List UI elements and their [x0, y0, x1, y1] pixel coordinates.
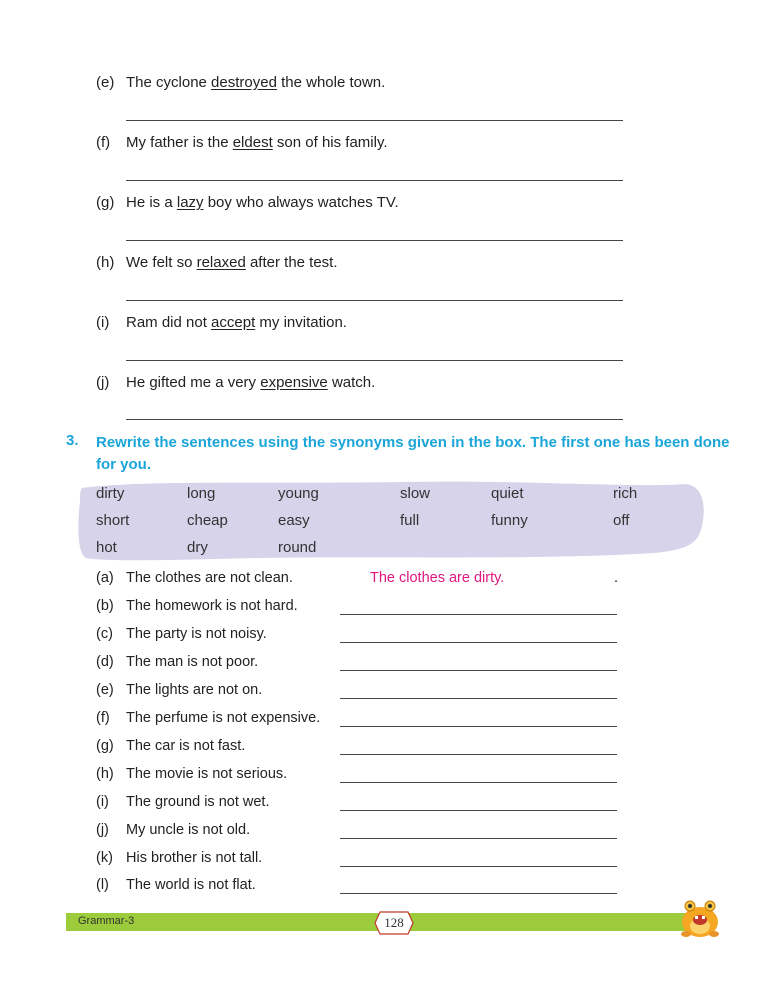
- sentence-label: (j): [96, 822, 109, 838]
- answer-line[interactable]: [126, 360, 623, 361]
- sentence-label: (b): [96, 598, 114, 614]
- answer-line[interactable]: [340, 893, 617, 894]
- underlined-word: eldest: [232, 134, 273, 151]
- sentence-text: The car is not fast.: [126, 738, 246, 754]
- sentence-label: (g): [96, 738, 114, 754]
- word-box-item: dirty: [96, 485, 125, 502]
- answer-line[interactable]: [340, 726, 617, 727]
- answer-line[interactable]: [340, 670, 617, 671]
- exercise-number: 3.: [66, 432, 79, 449]
- example-answer: The clothes are dirty.: [370, 570, 505, 586]
- underlined-word: accept: [211, 314, 256, 331]
- answer-line[interactable]: [340, 754, 617, 755]
- word-box-item: rich: [613, 485, 638, 502]
- answer-line[interactable]: [126, 240, 623, 241]
- sentence-label: (c): [96, 626, 113, 642]
- word-box-item: young: [278, 485, 319, 502]
- sentence-text: My uncle is not old.: [126, 822, 251, 838]
- answer-line[interactable]: [340, 782, 617, 783]
- word-box-item: off: [613, 512, 630, 529]
- word-box-item: funny: [491, 512, 528, 529]
- sentence-text: The world is not flat.: [126, 877, 256, 893]
- word-box-item: short: [96, 512, 130, 529]
- underlined-word: relaxed: [196, 254, 246, 271]
- answer-line[interactable]: [126, 180, 623, 181]
- answer-line[interactable]: [340, 866, 617, 867]
- item-label: (i): [96, 314, 110, 331]
- item-label: (j): [96, 374, 110, 391]
- item-sentence: My father is the eldest son of his family.: [126, 134, 388, 151]
- item-sentence: The cyclone destroyed the whole town.: [126, 74, 386, 91]
- sentence-text: The ground is not wet.: [126, 794, 270, 810]
- word-box-item: hot: [96, 539, 117, 556]
- answer-line[interactable]: [340, 698, 617, 699]
- sentence-label: (i): [96, 794, 109, 810]
- word-box-item: cheap: [187, 512, 228, 529]
- sentence-label: (f): [96, 710, 110, 726]
- sentence-label: (h): [96, 766, 114, 782]
- sentence-label: (a): [96, 570, 114, 586]
- answer-line[interactable]: [340, 810, 617, 811]
- word-box-item: long: [187, 485, 216, 502]
- example-period: .: [614, 570, 619, 586]
- footer-section-label: Grammar-3: [78, 915, 135, 927]
- answer-line[interactable]: [126, 419, 623, 420]
- underlined-word: expensive: [260, 374, 328, 391]
- exercise-instruction: Rewrite the sentences using the synonyms given in the box. The first one has been done for you.: [96, 434, 730, 473]
- answer-line[interactable]: [126, 120, 623, 121]
- sentence-text: The perfume is not expensive.: [126, 710, 321, 726]
- sentence-text: The party is not noisy.: [126, 626, 267, 642]
- word-box-item: slow: [400, 485, 431, 502]
- underlined-word: destroyed: [211, 74, 277, 91]
- sentence-label: (e): [96, 682, 114, 698]
- answer-line[interactable]: [340, 614, 617, 615]
- word-box-item: easy: [278, 512, 310, 529]
- item-sentence: He is a lazy boy who always watches TV.: [126, 194, 399, 211]
- item-label: (f): [96, 134, 111, 151]
- word-box-item: full: [400, 512, 420, 529]
- sentence-text: The homework is not hard.: [126, 598, 298, 614]
- answer-line[interactable]: [340, 642, 617, 643]
- page-number: 128: [384, 915, 404, 930]
- item-label: (e): [96, 74, 115, 91]
- sentence-label: (k): [96, 850, 113, 866]
- sentence-label: (l): [96, 877, 109, 893]
- item-sentence: We felt so relaxed after the test.: [126, 254, 338, 271]
- item-sentence: Ram did not accept my invitation.: [126, 314, 347, 331]
- item-label: (h): [96, 254, 115, 271]
- item-label: (g): [96, 194, 115, 211]
- word-box-item: quiet: [491, 485, 524, 502]
- item-sentence: He gifted me a very expensive watch.: [126, 374, 376, 391]
- word-box-item: dry: [187, 539, 208, 556]
- monster-mascot-icon: [676, 896, 724, 940]
- sentence-label: (d): [96, 654, 114, 670]
- answer-line[interactable]: [340, 838, 617, 839]
- sentence-text: The clothes are not clean.: [126, 570, 293, 586]
- sentence-text: The lights are not on.: [126, 682, 263, 698]
- answer-line[interactable]: [126, 300, 623, 301]
- sentence-text: His brother is not tall.: [126, 850, 263, 866]
- sentence-text: The movie is not serious.: [126, 766, 288, 782]
- underlined-word: lazy: [176, 194, 204, 211]
- word-box-item: round: [278, 539, 317, 556]
- sentence-text: The man is not poor.: [126, 654, 259, 670]
